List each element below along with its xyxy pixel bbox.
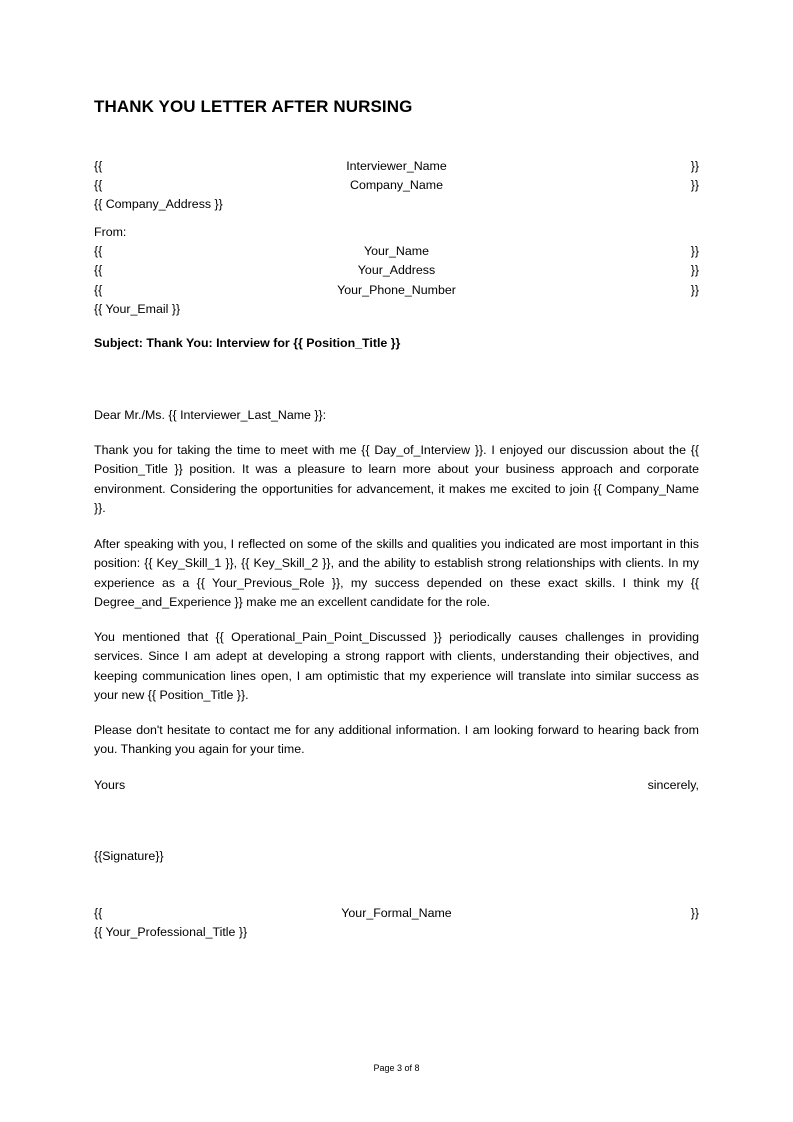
body-paragraph-2: After speaking with you, I reflected on some of the skills and qualities you indicated are most important in this position: {{ Key_Skill_1 }}, {{ Key_Skill_2 }}, and the ability to establish strong relationships with clients. In my experience as a {{ Your_Previous_Role }}, my success depended on these exact skills. I think my {{ Degree_and_Experience }} make me an excellent candidate for the role. xyxy=(94,537,699,610)
body-paragraph-1: Thank you for taking the time to meet with me {{ Day_of_Interview }}. I enjoyed our discussion about the {{ Position_Title }} position. It was a pleasure to learn more about your business approach and corporate environment. Considering the opportunities for advancement, it makes me excited to join {{ Company_Name }}. xyxy=(94,443,699,516)
formal-name-line xyxy=(94,904,699,923)
closing-right: sincerely, xyxy=(647,778,699,792)
professional-title: {{ Your_Professional_Title }} xyxy=(94,925,248,939)
salutation: Dear Mr./Ms. {{ Interviewer_Last_Name }}: xyxy=(94,408,327,422)
closing-line xyxy=(94,776,699,795)
signature-placeholder: {{Signature}} xyxy=(94,849,164,863)
page-number: Page 3 of 8 xyxy=(373,1063,420,1073)
placeholder-open: {{ xyxy=(94,906,103,920)
placeholder-close: }} xyxy=(690,283,699,297)
recipient-name: Interviewer_Name xyxy=(346,159,447,173)
formal-name: Your_Formal_Name xyxy=(341,906,452,920)
placeholder-open: {{ xyxy=(94,263,103,277)
placeholder-open: {{ xyxy=(94,159,103,173)
recipient-company-line xyxy=(94,176,699,195)
subject-line: Subject: Thank You: Interview for {{ Position_Title }} xyxy=(94,336,401,350)
body-paragraph-3: You mentioned that {{ Operational_Pain_Point_Discussed }} periodically causes challenges in providing services. Since I am adept at developing a strong rapport with clients, understanding their objectives, and keeping communication lines open, I am optimistic that my experience will translate into similar success as your new {{ Position_Title }}. xyxy=(94,630,699,703)
placeholder-close: }} xyxy=(690,244,699,258)
sender-address-line xyxy=(94,261,699,280)
sender-phone-line xyxy=(94,281,699,300)
closing-left: Yours xyxy=(94,778,126,792)
document-title: THANK YOU LETTER AFTER NURSING xyxy=(94,97,413,116)
placeholder-close: }} xyxy=(690,263,699,277)
sender-address: Your_Address xyxy=(357,263,436,277)
placeholder-close: }} xyxy=(690,906,699,920)
recipient-name-line xyxy=(94,157,699,176)
sender-email: {{ Your_Email }} xyxy=(94,302,181,316)
placeholder-open: {{ xyxy=(94,283,103,297)
sender-name-line xyxy=(94,242,699,261)
from-label: From: xyxy=(94,225,127,239)
recipient-address: {{ Company_Address }} xyxy=(94,197,223,211)
placeholder-open: {{ xyxy=(94,178,103,192)
recipient-company: Company_Name xyxy=(350,178,443,192)
sender-phone: Your_Phone_Number xyxy=(337,283,456,297)
body-paragraph-4: Please don't hesitate to contact me for any additional information. I am looking forward to hearing back from you. Thanking you again for your time. xyxy=(94,723,699,757)
placeholder-close: }} xyxy=(690,178,699,192)
placeholder-close: }} xyxy=(690,159,699,173)
sender-name: Your_Name xyxy=(364,244,429,258)
placeholder-open: {{ xyxy=(94,244,103,258)
